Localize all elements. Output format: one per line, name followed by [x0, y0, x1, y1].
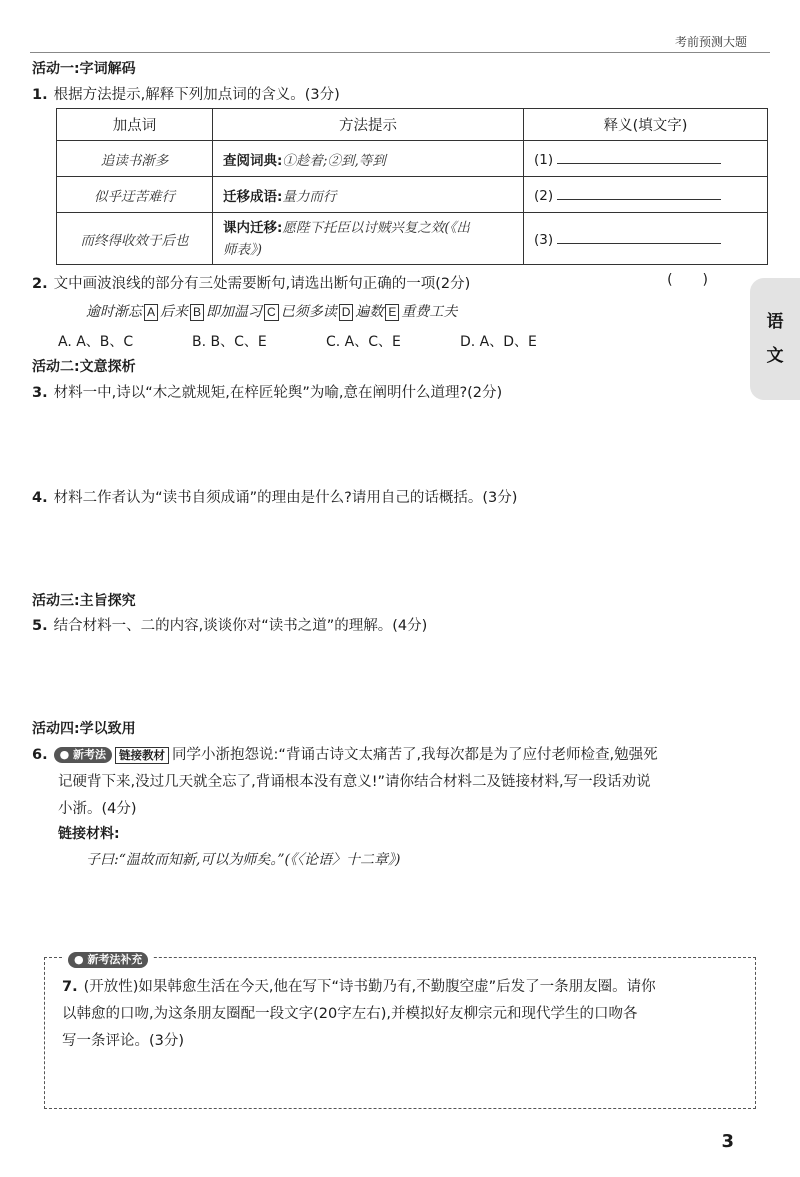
section-title-1: 活动一:字词解码 — [32, 61, 136, 77]
question-number: 7. — [62, 979, 78, 995]
method-text: 量力而行 — [282, 188, 337, 205]
header-divider — [30, 52, 770, 53]
choice-b[interactable]: B. B、C、E — [192, 334, 267, 350]
table-header-row — [57, 109, 768, 141]
question-3 — [32, 381, 502, 402]
passage-text: 已须多读 — [280, 304, 337, 320]
break-marker: D — [339, 304, 354, 321]
table-cell-answer[interactable] — [524, 213, 768, 265]
passage-text: 后来 — [160, 304, 189, 320]
answer-blank[interactable] — [557, 149, 721, 164]
vocab-table — [56, 108, 768, 265]
subject-side-tab — [750, 278, 800, 400]
method-text: ①趁着;②到,等到 — [282, 152, 386, 169]
question-text: 根据方法提示,解释下列加点词的含义。(3分) — [53, 87, 340, 103]
question-7 — [62, 975, 656, 996]
answer-label: (2) — [534, 188, 554, 204]
passage-text: 逾时渐忘 — [86, 304, 142, 320]
method-label: 迁移成语: — [223, 188, 283, 205]
answer-label: (1) — [534, 152, 554, 168]
question-number: 1. — [32, 87, 48, 103]
break-marker: E — [385, 304, 399, 321]
badge-text: 新考法 — [73, 748, 107, 761]
table-cell-answer[interactable] — [524, 177, 768, 213]
table-row — [57, 177, 768, 213]
table-cell-method — [213, 141, 524, 177]
section-title-2: 活动二:文意探析 — [32, 359, 136, 375]
question-5 — [32, 614, 427, 635]
supplement-badge-pill: ● 新考法补充 — [68, 952, 148, 968]
table-cell-word: 追读书渐多 — [57, 141, 213, 177]
supplement-badge — [64, 952, 152, 968]
question-6-line3: 小浙。(4分) — [58, 801, 137, 817]
table-cell-method — [213, 177, 524, 213]
table-row — [57, 213, 768, 265]
question-number: 6. — [32, 747, 48, 763]
page-number: 3 — [721, 1131, 734, 1152]
choice-c[interactable]: C. A、C、E — [326, 334, 401, 350]
question-1 — [32, 83, 340, 104]
new-method-badge: ● 新考法 — [54, 747, 112, 763]
table-header: 加点词 — [57, 109, 213, 141]
break-marker: C — [264, 304, 279, 321]
question-number: 2. — [32, 276, 48, 292]
break-marker: B — [190, 304, 204, 321]
question-number: 5. — [32, 618, 48, 634]
question-text: 材料二作者认为“读书自须成诵”的理由是什么?请用自己的话概括。(3分) — [53, 490, 518, 506]
table-row — [57, 141, 768, 177]
question-text: 文中画波浪线的部分有三处需要断句,请选出断句正确的一项(2分) — [53, 276, 471, 292]
question-7-line2: 以韩愈的口吻,为这条朋友圈配一段文字(20字左右),并模拟好友柳宗元和现代学生的口吻各 — [62, 1006, 638, 1022]
section-title-4: 活动四:学以致用 — [32, 721, 136, 737]
link-textbook-badge: 链接教材 — [115, 747, 169, 764]
answer-parentheses[interactable]: () — [667, 272, 738, 288]
section-title-3: 活动三:主旨探究 — [32, 593, 136, 609]
passage-text: 重费工夫 — [401, 304, 458, 320]
question-number: 3. — [32, 385, 48, 401]
side-tab-char: 文 — [766, 346, 784, 366]
side-tab-char: 语 — [766, 312, 784, 332]
choice-a[interactable]: A. A、B、C — [58, 334, 134, 350]
method-text: 师表》) — [223, 241, 263, 258]
answer-label: (3) — [534, 232, 554, 248]
table-cell-word: 似乎迂苦难行 — [57, 177, 213, 213]
question-6 — [32, 743, 658, 764]
choice-d[interactable]: D. A、D、E — [460, 334, 537, 350]
table-cell-answer[interactable] — [524, 141, 768, 177]
table-cell-word: 而终得收效于后也 — [57, 213, 213, 265]
table-header: 释义(填文字) — [524, 109, 768, 141]
question-text: 材料一中,诗以“木之就规矩,在梓匠轮舆”为喻,意在阐明什么道理?(2分) — [53, 385, 503, 401]
question-text: 同学小浙抱怨说:“背诵古诗文太痛苦了,我每次都是为了应付老师检查,勉强死 — [172, 747, 658, 763]
table-header: 方法提示 — [213, 109, 524, 141]
question-text: (开放性)如果韩愈生活在今天,他在写下“诗书勤乃有,不勤腹空虚”后发了一条朋友圈。请你 — [83, 979, 656, 995]
passage-text: 即加温习 — [206, 304, 263, 320]
table-cell-method — [213, 213, 524, 265]
answer-blank[interactable] — [557, 185, 721, 200]
link-material-label: 链接材料: — [58, 826, 120, 842]
question-6-line2: 记硬背下来,没过几天就全忘了,背诵根本没有意义!”请你结合材料二及链接材料,写一段话劝说 — [58, 774, 651, 790]
method-label: 查阅词典: — [223, 152, 283, 169]
question-4 — [32, 486, 517, 507]
passage-line — [86, 301, 457, 321]
badge-text: 新考法补充 — [87, 953, 143, 966]
passage-text: 遍数 — [355, 304, 384, 320]
answer-blank[interactable] — [557, 229, 721, 244]
method-text: 愿陛下托臣以讨贼兴复之效(《出 — [282, 219, 470, 236]
question-2 — [32, 272, 470, 293]
question-number: 4. — [32, 490, 48, 506]
running-header: 考前预测大题 — [674, 35, 747, 49]
link-material-text: 子曰:“温故而知新,可以为师矣。”(《〈论语〉十二章》) — [86, 852, 401, 868]
question-7-line3: 写一条评论。(3分) — [62, 1033, 185, 1049]
question-text: 结合材料一、二的内容,谈谈你对“读书之道”的理解。(4分) — [53, 618, 428, 634]
method-label: 课内迁移: — [223, 219, 283, 236]
break-marker: A — [144, 304, 158, 321]
